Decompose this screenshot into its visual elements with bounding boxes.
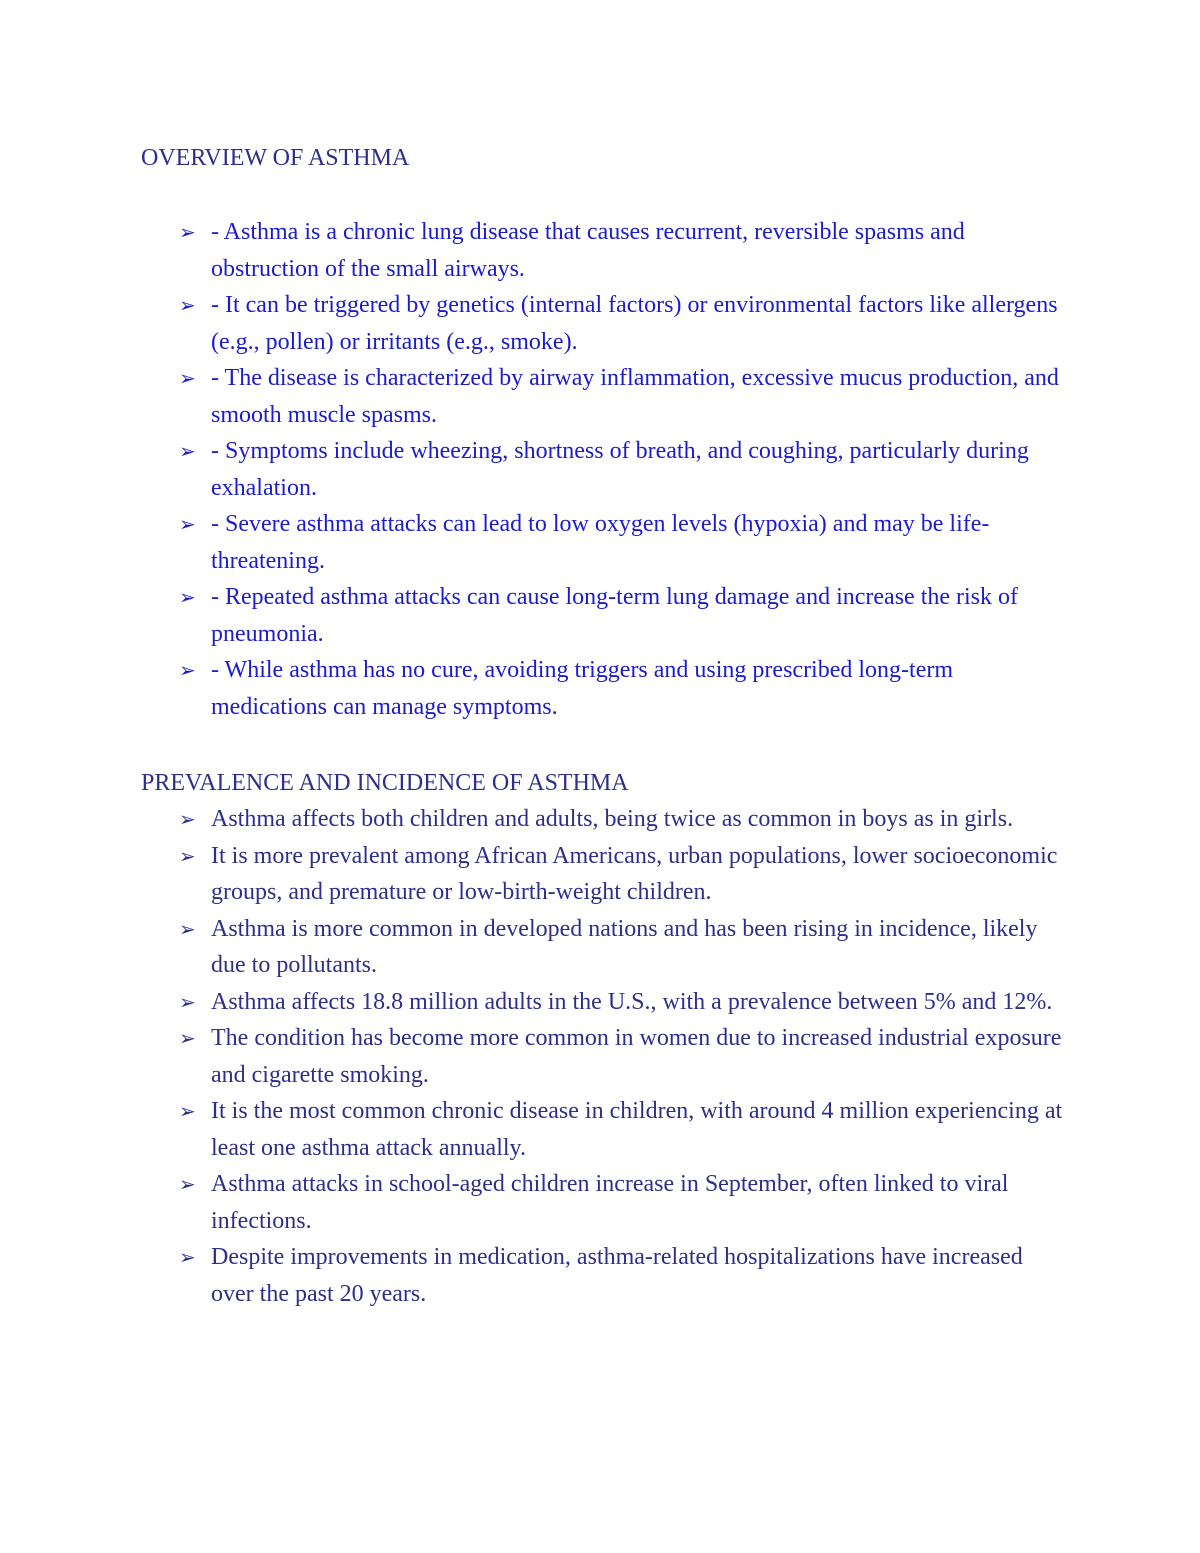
list-item-text: - The disease is characterized by airway inflammation, excessive mucus production, and smooth muscle spasms.	[211, 365, 1059, 428]
list-item	[141, 984, 1071, 1021]
arrow-bullet-icon: ➢	[179, 585, 196, 609]
arrow-bullet-icon: ➢	[179, 439, 196, 463]
arrow-bullet-icon: ➢	[179, 1245, 196, 1269]
list-item	[141, 579, 1071, 652]
prevalence-list	[141, 801, 1071, 1312]
arrow-bullet-icon: ➢	[179, 1099, 196, 1123]
list-item	[141, 1166, 1071, 1239]
list-item	[141, 1239, 1071, 1312]
list-item	[141, 287, 1071, 360]
list-item-text: - Symptoms include wheezing, shortness of breath, and coughing, particularly during exhalation.	[211, 438, 1029, 501]
arrow-bullet-icon: ➢	[179, 1172, 196, 1196]
arrow-bullet-icon: ➢	[179, 989, 196, 1014]
list-item	[141, 911, 1071, 984]
list-item-text: It is more prevalent among African Americans, urban populations, lower socioeconomic groups, and premature or low-birth-weight children.	[211, 842, 1058, 905]
list-item-text: Despite improvements in medication, asthma-related hospitalizations have increased over the past 20 years.	[211, 1244, 1023, 1307]
list-item-text: Asthma affects both children and adults, being twice as common in boys as in girls.	[211, 806, 1014, 832]
list-item-text: - While asthma has no cure, avoiding triggers and using prescribed long-term medications can manage symptoms.	[211, 657, 954, 720]
list-item	[141, 433, 1071, 506]
overview-list	[141, 214, 1071, 725]
arrow-bullet-icon: ➢	[179, 220, 196, 244]
list-item-text: - Severe asthma attacks can lead to low oxygen levels (hypoxia) and may be life-threatening.	[211, 511, 990, 574]
list-item-text: - Repeated asthma attacks can cause long-term lung damage and increase the risk of pneumonia.	[211, 584, 1018, 647]
arrow-bullet-icon: ➢	[179, 658, 196, 682]
list-item-text: - It can be triggered by genetics (internal factors) or environmental factors like allergens (e.g., pollen) or irritants (e.g., smoke).	[211, 292, 1058, 355]
document-page	[141, 140, 1071, 1312]
arrow-bullet-icon: ➢	[179, 843, 196, 868]
list-item	[141, 801, 1071, 838]
list-item-text: It is the most common chronic disease in children, with around 4 million experiencing at least one asthma attack annually.	[211, 1098, 1063, 1161]
list-item-text: Asthma is more common in developed nations and has been rising in incidence, likely due to pollutants.	[211, 915, 1038, 978]
list-item-text: - Asthma is a chronic lung disease that causes recurrent, reversible spasms and obstruction of the small airways.	[211, 219, 965, 282]
arrow-bullet-icon: ➢	[179, 366, 196, 390]
list-item	[141, 1020, 1071, 1093]
overview-section	[141, 140, 1071, 725]
list-item	[141, 506, 1071, 579]
prevalence-heading: PREVALENCE AND INCIDENCE OF ASTHMA	[141, 770, 629, 796]
list-item	[141, 214, 1071, 287]
list-item	[141, 360, 1071, 433]
overview-heading: OVERVIEW OF ASTHMA	[141, 145, 410, 171]
list-item-text: Asthma attacks in school-aged children increase in September, often linked to viral infections.	[211, 1171, 1009, 1234]
list-item	[141, 838, 1071, 911]
prevalence-section	[141, 765, 1071, 1312]
arrow-bullet-icon: ➢	[179, 293, 196, 317]
arrow-bullet-icon: ➢	[179, 512, 196, 536]
list-item-text: The condition has become more common in women due to increased industrial exposure and cigarette smoking.	[211, 1025, 1062, 1088]
arrow-bullet-icon: ➢	[179, 1026, 196, 1050]
arrow-bullet-icon: ➢	[179, 916, 196, 941]
arrow-bullet-icon: ➢	[179, 807, 196, 831]
list-item	[141, 1093, 1071, 1166]
list-item-text: Asthma affects 18.8 million adults in the U.S., with a prevalence between 5% and 12%.	[211, 988, 1053, 1015]
list-item	[141, 652, 1071, 725]
